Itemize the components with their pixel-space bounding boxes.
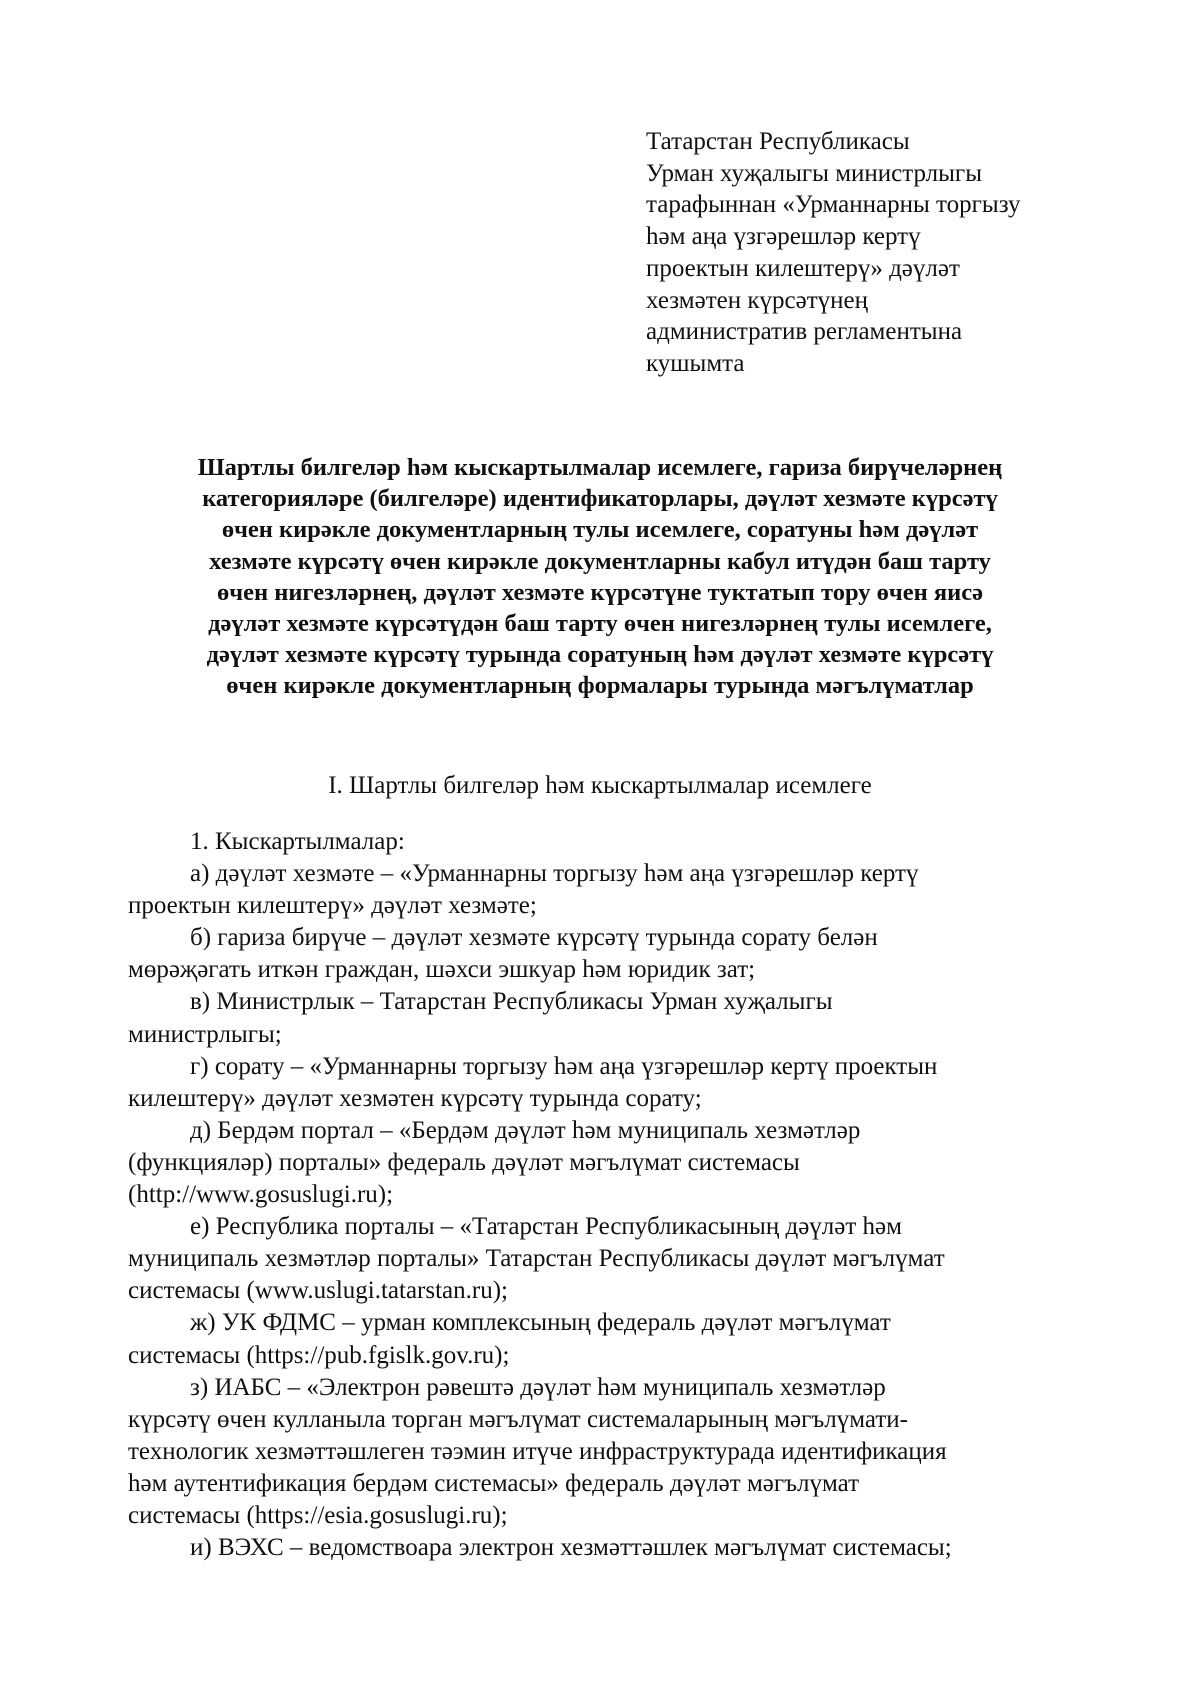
list-item-g-line: килештерү» дәүләт хезмәтен күрсәтү турында сорату; (128, 1084, 702, 1112)
header-line: тарафыннан «Урманнарны торгызу (646, 191, 1021, 219)
header-line: административ регламентына (646, 318, 963, 346)
list-item-zh-line: ж) УК ФДМС – урман комплексының федераль дәүләт мәгълүмат (190, 1309, 891, 1337)
list-item-e-line: е) Республика порталы – «Татарстан Республикасының дәүләт һәм (190, 1213, 902, 1241)
list-item-d-line: (http://www.gosuslugi.ru); (128, 1181, 394, 1209)
list-item-z-line: системасы (https://esia.gosuslugi.ru); (128, 1501, 508, 1529)
list-item-g-line: г) сорату – «Урманнарны торгызу һәм аңа үзгәрешләр кертү проектын (190, 1052, 938, 1080)
header-line: Урман хуҗалыгы министрлыгы (646, 159, 982, 187)
list-item-a-line: а) дәүләт хезмәте – «Урманнарны торгызу һәм аңа үзгәрешләр кертү (190, 860, 919, 888)
header-line: һәм аңа үзгәрешләр кертү (646, 223, 921, 251)
list-item-zh-line: системасы (https://pub.fgislk.gov.ru); (128, 1341, 510, 1369)
header-line: кушымта (646, 349, 745, 377)
list-item-v-line: министрлыгы; (128, 1020, 282, 1048)
list-item-d-line: д) Бердәм портал – «Бердәм дәүләт һәм муниципаль хезмәтләр (190, 1116, 861, 1144)
title-line: хезмәте күрсәтү өчен кирәкле документларны кабул итүдән баш тарту (209, 547, 991, 575)
title-line: категорияләре (билгеләре) идентификаторлары, дәүләт хезмәте күрсәтү (202, 485, 998, 513)
title-line: дәүләт хезмәте күрсәтү турында соратуның һәм дәүләт хезмәте күрсәтү (206, 641, 994, 669)
list-item-z-line: технологик хезмәттәшлеген тәэмин итүче инфраструктурада идентификация (128, 1437, 947, 1465)
list-item-z-line: күрсәтү өчен кулланыла торган мәгълүмат системаларының мәгълүмати- (128, 1405, 909, 1433)
list-item-z-line: һәм аутентификация бердәм системасы» федераль дәүләт мәгълүмат (128, 1469, 860, 1497)
appendix-header (646, 126, 1086, 380)
list-item-e-line: муниципаль хезмәтләр порталы» Татарстан Республикасы дәүләт мәгълүмат (128, 1245, 945, 1273)
title-line: Шартлы билгеләр һәм кыскартылмалар исемлеге, гариза бирүчеләрнең (197, 454, 1003, 481)
list-heading: 1. Кыскартылмалар: (190, 828, 405, 855)
title-line: өчен нигезләрнең, дәүләт хезмәте күрсәтүне туктатып тору өчен яисә (217, 578, 983, 606)
list-item-d-line: (функцияләр) порталы» федераль дәүләт мәгълүмат системасы (128, 1148, 800, 1176)
header-line: проектын килештерү» дәүләт (646, 254, 960, 282)
list-item-e-line: системасы (www.uslugi.tatarstan.ru); (128, 1277, 508, 1305)
list-item-b-line: б) гариза бирүче – дәүләт хезмәте күрсәтү турында сорату белән (190, 924, 878, 952)
section-heading: I. Шартлы билгеләр һәм кыскартылмалар исемлеге (328, 772, 872, 799)
title-line: өчен кирәкле документларның формалары турында мәгълүматлар (226, 672, 974, 700)
document-title (120, 452, 1080, 702)
title-line: дәүләт хезмәте күрсәтүдән баш тарту өчен нигезләрнең тулы исемлеге, (208, 610, 992, 638)
header-line: Татарстан Республикасы (646, 128, 910, 155)
list-item-v-line: в) Министрлык – Татарстан Республикасы Урман хуҗалыгы (190, 988, 833, 1016)
list-item-b-line: мөрәҗәгать иткән граждан, шәхси эшкуар һәм юридик зат; (128, 956, 756, 984)
list-item-i-line: и) ВЭХС – ведомствоара электрон хезмәттәшлек мәгълүмат системасы; (190, 1534, 952, 1562)
header-line: хезмәтен күрсәтүнең (646, 286, 868, 314)
list-item-a-line: проектын килештерү» дәүләт хезмәте; (128, 892, 537, 920)
abbreviations-list (128, 826, 1072, 1564)
title-line: өчен кирәкле документларның тулы исемлеге, соратуны һәм дәүләт (221, 516, 979, 544)
list-item-z-line: з) ИАБС – «Электрон рәвештә дәүләт һәм муниципаль хезмәтләр (190, 1373, 886, 1401)
